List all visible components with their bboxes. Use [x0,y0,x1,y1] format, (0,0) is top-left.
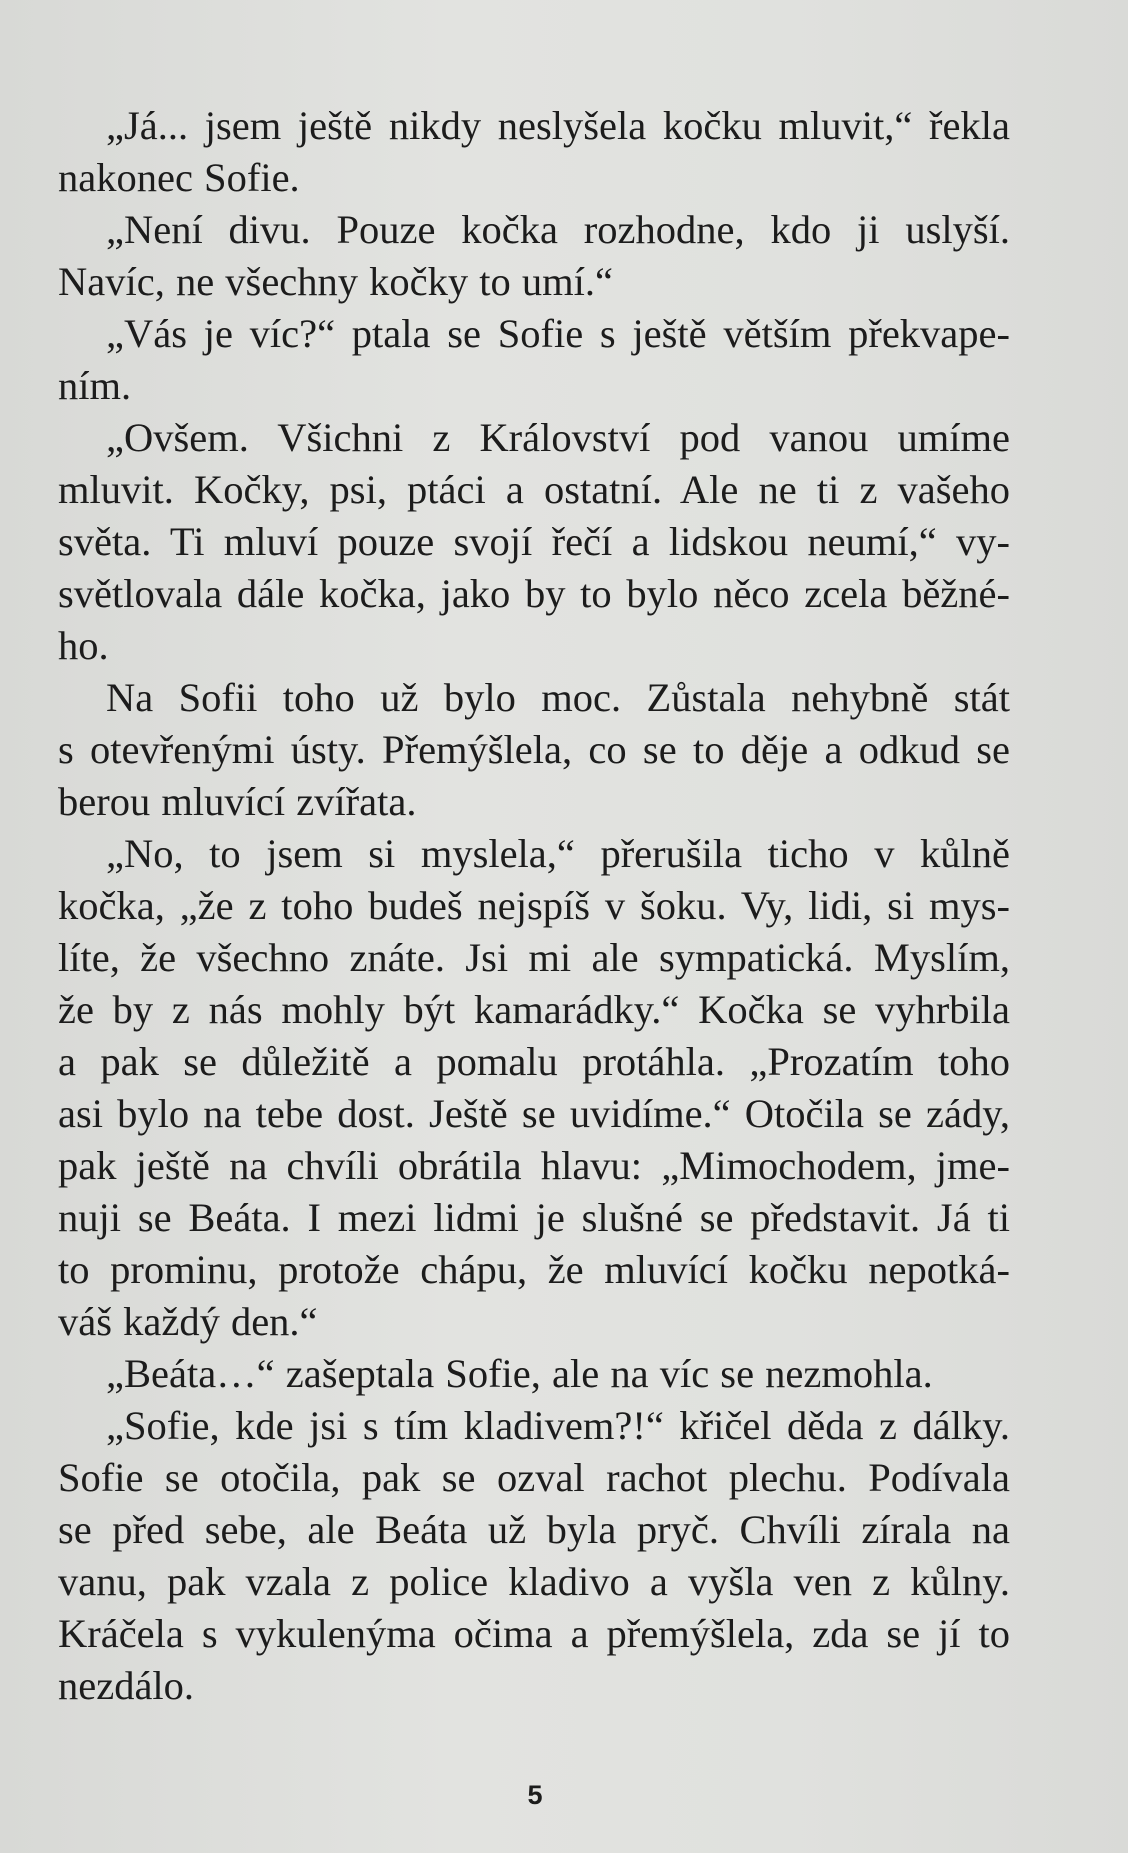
text-line: „No, to jsem si myslela,“ přerušila ticho v kůlně [106,831,1010,876]
text-line: vanu, pak vzala z police kladivo a vyšla ven z kůlny. [58,1559,1010,1604]
text-line: asi bylo na tebe dost. Ještě se uvidíme.“ Otočila se zády, [58,1091,1010,1136]
paragraph [58,1348,1010,1400]
text-line: váš každý den.“ [58,1299,318,1344]
text-line: „Ovšem. Všichni z Království pod vanou umíme [106,415,1010,460]
page-text-body [58,100,1010,1712]
text-line: „Není divu. Pouze kočka rozhodne, kdo ji uslyší. [106,207,1010,252]
page-number: 5 [527,1780,543,1810]
text-line: Na Sofii toho už bylo moc. Zůstala nehybně stát [106,675,1010,720]
text-line: to prominu, protože chápu, že mluvící kočku nepotká- [58,1247,1010,1292]
text-line: kočka, „že z toho budeš nejspíš v šoku. Vy, lidi, si mys- [58,883,1010,928]
text-line: nezdálo. [58,1663,195,1708]
paragraph [58,412,1010,672]
text-line: nakonec Sofie. [58,155,300,200]
text-line: Navíc, ne všechny kočky to umí.“ [58,259,613,304]
text-line: s otevřenými ústy. Přemýšlela, co se to děje a odkud se [58,727,1010,772]
text-line: „Beáta…“ zašeptala Sofie, ale na víc se nezmohla. [106,1351,933,1396]
paragraph [58,100,1010,204]
text-line: „Vás je víc?“ ptala se Sofie s ještě větším překvape- [106,311,1010,356]
text-line: světlovala dále kočka, jako by to bylo něco zcela běžné- [58,571,1010,616]
book-page [58,100,1010,1800]
text-line: „Já... jsem ještě nikdy neslyšela kočku mluvit,“ řekla [106,103,1010,148]
text-line: Kráčela s vykulenýma očima a přemýšlela, zda se jí to [58,1611,1010,1656]
text-line: berou mluvící zvířata. [58,779,417,824]
paragraph [58,204,1010,308]
paragraph [58,1400,1010,1712]
text-line: nuji se Beáta. I mezi lidmi je slušné se představit. Já ti [58,1195,1010,1240]
text-line: že by z nás mohly být kamarádky.“ Kočka se vyhrbila [58,987,1010,1032]
paragraph [58,672,1010,828]
text-line: a pak se důležitě a pomalu protáhla. „Prozatím toho [58,1039,1010,1084]
text-line: „Sofie, kde jsi s tím kladivem?!“ křičel děda z dálky. [106,1403,1010,1448]
text-line: líte, že všechno znáte. Jsi mi ale sympatická. Myslím, [58,935,1010,980]
text-line: světa. Ti mluví pouze svojí řečí a lidskou neumí,“ vy- [58,519,1010,564]
text-line: ho. [58,623,109,668]
text-line: ním. [58,363,132,408]
paragraph [58,308,1010,412]
text-line: mluvit. Kočky, psi, ptáci a ostatní. Ale ne ti z vašeho [58,467,1010,512]
text-line: pak ještě na chvíli obrátila hlavu: „Mimochodem, jme- [58,1143,1010,1188]
text-line: se před sebe, ale Beáta už byla pryč. Chvíli zírala na [58,1507,1010,1552]
text-line: Sofie se otočila, pak se ozval rachot plechu. Podívala [58,1455,1010,1500]
paragraph [58,828,1010,1348]
